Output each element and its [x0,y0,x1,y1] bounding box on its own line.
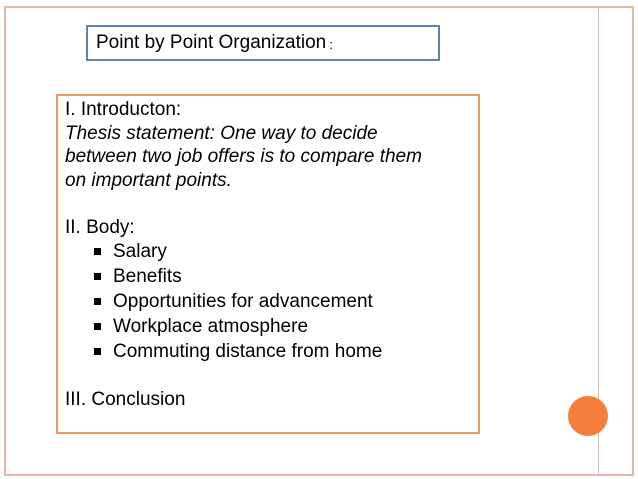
body-point [65,239,478,264]
body-point-label: Commuting distance from home [113,340,383,362]
body-point [65,314,478,339]
body-point-list [65,239,478,364]
orange-circle-icon [568,396,608,436]
body-point [65,289,478,314]
square-bullet-icon [94,323,101,330]
slide-frame-left [4,6,6,476]
square-bullet-icon [94,348,101,355]
body-point-label: Benefits [113,265,182,287]
slide-title-box [86,25,440,61]
body-point [65,339,478,364]
body-point-label: Salary [113,240,167,262]
spacer [65,192,478,216]
thesis-line-2: between two job offers is to compare them [65,146,422,167]
body-heading: II. Body: [65,216,135,238]
body-point-label: Workplace atmosphere [113,315,309,337]
slide-frame-right [632,6,634,476]
square-bullet-icon [94,298,101,305]
thesis-line-3: on important points. [65,169,232,191]
conclusion-heading: III. Conclusion [65,388,186,410]
thesis-line-1: Thesis statement: One way to decide [65,122,378,144]
square-bullet-icon [94,248,101,255]
slide-title-colon: : [329,36,333,52]
slide-frame-top [4,6,634,8]
body-point-label: Opportunities for advancement [113,290,373,312]
slide-frame-bottom [4,474,634,476]
slide-title: Point by Point Organization [96,32,327,53]
outline-box [56,94,480,434]
square-bullet-icon [94,273,101,280]
intro-heading: I. Introducton: [65,99,182,120]
spacer [65,364,478,388]
body-point [65,264,478,289]
